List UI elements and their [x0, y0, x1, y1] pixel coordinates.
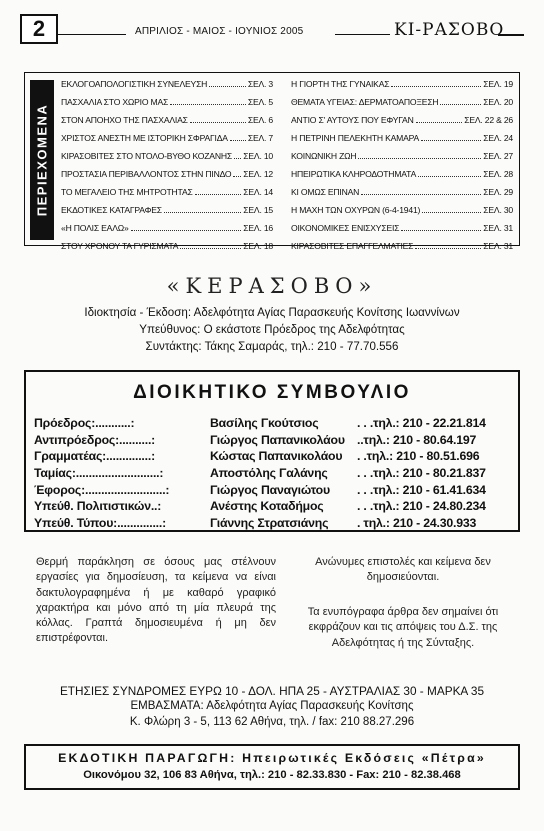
- submission-note: Θερμή παράκληση σε όσους μας στέλνουν εργασίες για δημοσίευση, τα κείμενα να είναι δακτυλογραφημένα ή με καθαρό γραφικό χαρακτήρα και μόνο από τη μία πλευρά της κόλλας. Γραπτά δημοσιευμένα ή μη δεν επιστρέφονται.: [36, 556, 276, 645]
- member-role: Υπεύθ. Τύπου:..............:: [34, 516, 167, 531]
- member-name: Γιώργος Παπανικολάου: [210, 432, 345, 447]
- toc-leader-dots: [361, 188, 481, 195]
- toc-column-left: [61, 79, 273, 259]
- member-name: Βασίλης Γκούτσιος: [210, 416, 319, 430]
- board-member-row: [34, 499, 514, 516]
- toc-entry-title: ΠΡΟΣΤΑΣΙΑ ΠΕΡΙΒΑΛΛΟΝΤΟΣ ΣΤΗΝ ΠΙΝΔΟ: [61, 169, 232, 179]
- board-member-row: [34, 416, 514, 433]
- toc-entry-page: ΣΕΛ. 22 & 26: [464, 115, 513, 125]
- toc-entry-page: ΣΕΛ. 18: [243, 241, 273, 251]
- page-number: 2: [20, 14, 58, 44]
- toc-leader-dots: [418, 170, 481, 177]
- toc-entry: [61, 169, 273, 187]
- toc-entry-title: ΕΚΛΟΓΟΑΠΟΛΟΓΙΣΤΙΚΗ ΣΥΝΕΛΕΥΣΗ: [61, 79, 208, 89]
- toc-entry-page: ΣΕΛ. 6: [247, 115, 273, 125]
- signed-articles-note: Τα ενυπόγραφα άρθρα δεν σημαίνει ότι εκφράζουν και τις απόψεις του Δ.Σ. της Αδελφότητας ή της Σύνταξης.: [307, 606, 499, 649]
- toc-entry-title: ΤΟ ΜΕΓΑΛΕΙΟ ΤΗΣ ΜΗΤΡΟΤΗΤΑΣ: [61, 187, 193, 197]
- toc-leader-dots: [233, 170, 241, 177]
- toc-entry: [291, 169, 513, 187]
- board-member-row: [34, 516, 514, 533]
- toc-entry-title: «Η ΠΟΛΙΣ ΕΑΛΩ»: [61, 223, 129, 233]
- member-role: Υπεύθ. Πολιτιστικών..:: [34, 499, 162, 514]
- toc-entry: [291, 79, 513, 97]
- toc-column-right: [291, 79, 513, 259]
- contents-heading: ΠΕΡΙΕΧΟΜΕΝΑ: [34, 103, 50, 217]
- member-phone: . . .τηλ.: 210 - 24.80.234: [357, 499, 486, 514]
- toc-entry-page: ΣΕΛ. 27: [483, 151, 513, 161]
- remittance-line: ΕΜΒΑΣΜΑΤΑ: Αδελφότητα Αγίας Παρασκευής Κονίτσης: [130, 700, 414, 712]
- toc-entry-page: ΣΕΛ. 5: [247, 97, 273, 107]
- toc-entry-title: ΟΙΚΟΝΟΜΙΚΕΣ ΕΝΙΣΧΥΣΕΙΣ: [291, 223, 400, 233]
- responsible-line: Υπεύθυνος: Ο εκάστοτε Πρόεδρος της Αδελφότητας: [139, 323, 405, 336]
- header-rule-middle: [335, 34, 390, 35]
- toc-leader-dots: [195, 188, 242, 195]
- header-rule-left: [56, 34, 126, 35]
- toc-entry-title: ΕΚΔΟΤΙΚΕΣ ΚΑΤΑΓΡΑΦΕΣ: [61, 205, 162, 215]
- toc-entry: [291, 241, 513, 259]
- contents-heading-tab: [30, 80, 54, 240]
- publisher-box: [24, 744, 520, 790]
- masthead-title: «ΚΕΡΑΣΟΒΟ»: [166, 274, 378, 298]
- publisher-address: Οικονόμου 32, 106 83 Αθήνα, τηλ.: 210 - 82.33.830 - Fax: 210 - 82.38.468: [83, 769, 461, 781]
- member-phone: . . .τηλ.: 210 - 80.21.837: [357, 466, 486, 481]
- toc-leader-dots: [190, 116, 246, 123]
- toc-entry: [291, 223, 513, 241]
- ownership-line: Ιδιοκτησία - Έκδοση: Αδελφότητα Αγίας Παρασκευής Κονίτσης Ιωαννίνων: [84, 306, 460, 319]
- toc-entry-title: ΗΠΕΙΡΩΤΙΚΑ ΚΛΗΡΟΔΟΤΗΜΑΤΑ: [291, 169, 417, 179]
- member-phone: . .τηλ.: 210 - 80.51.696: [357, 449, 480, 464]
- toc-entry: [61, 205, 273, 223]
- toc-entry: [61, 187, 273, 205]
- member-name: Ανέστης Κοταδήμος: [210, 499, 324, 514]
- anonymous-letters-note: Ανώνυμες επιστολές και κείμενα δεν δημοσιεύονται.: [315, 556, 491, 584]
- board-member-list: [34, 416, 514, 533]
- editor-line: Συντάκτης: Τάκης Σαμαράς, τηλ.: 210 - 77.70.556: [145, 340, 399, 353]
- toc-leader-dots: [358, 152, 481, 159]
- toc-entry: [291, 205, 513, 223]
- address-line: Κ. Φλώρη 3 - 5, 113 62 Αθήνα, τηλ. / fax: 210 88.27.296: [129, 716, 415, 728]
- member-phone: . . .τηλ.: 210 - 61.41.634: [357, 482, 486, 497]
- board-member-row: [34, 449, 514, 466]
- toc-entry-title: ΧΡΙΣΤΟΣ ΑΝΕΣΤΗ ΜΕ ΙΣΤΟΡΙΚΗ ΣΦΡΑΓΙΔΑ: [61, 133, 228, 143]
- member-role: Αντιπρόεδρος:..........:: [34, 432, 156, 447]
- toc-entry-page: ΣΕΛ. 29: [483, 187, 513, 197]
- issue-date: ΑΠΡΙΛΙΟΣ - ΜΑΙΟΣ - ΙΟΥΝΙΟΣ 2005: [135, 26, 304, 37]
- toc-leader-dots: [170, 98, 246, 105]
- toc-entry-page: ΣΕΛ. 14: [243, 187, 273, 197]
- member-role: Πρόεδρος:...........:: [34, 416, 135, 430]
- member-phone: . τηλ.: 210 - 24.30.933: [357, 516, 477, 531]
- toc-leader-dots: [180, 242, 241, 249]
- toc-leader-dots: [230, 134, 246, 141]
- toc-entry-title: ΣΤΟΝ ΑΠΟΗΧΟ ΤΗΣ ΠΑΣΧΑΛΙΑΣ: [61, 115, 188, 125]
- newsletter-brand: ΚΙ-ΡΑΣΟΒΟ: [394, 20, 505, 40]
- toc-entry-title: ΚΙΡΑΣΟΒΙΤΕΣ ΣΤΟ ΝΤΟΛΟ-ΒΥΘΟ ΚΟΖΑΝΗΣ: [61, 151, 232, 161]
- toc-entry-page: ΣΕΛ. 30: [483, 205, 513, 215]
- board-title: ΔΙΟΙΚΗΤΙΚΟ ΣΥΜΒΟΥΛΙΟ: [133, 382, 411, 403]
- toc-leader-dots: [422, 206, 481, 213]
- toc-entry-title: Η ΜΑΧΗ ΤΩΝ ΟΧΥΡΩΝ (6-4-1941): [291, 205, 421, 215]
- toc-entry-page: ΣΕΛ. 28: [483, 169, 513, 179]
- member-role: Έφορος:.........................:: [34, 482, 170, 497]
- member-name: Αποστόλης Γαλάνης: [210, 466, 328, 481]
- toc-leader-dots: [416, 116, 463, 123]
- toc-entry: [61, 97, 273, 115]
- toc-entry-page: ΣΕΛ. 31: [483, 223, 513, 233]
- toc-entry-page: ΣΕΛ. 12: [243, 169, 273, 179]
- toc-entry-title: ΑΝΤΙΟ Σ' ΑΥΤΟΥΣ ΠΟΥ ΕΦΥΓΑΝ: [291, 115, 414, 125]
- toc-leader-dots: [440, 98, 481, 105]
- toc-entry-title: ΚΙ ΟΜΩΣ ΕΠΙΝΑΝ: [291, 187, 360, 197]
- toc-leader-dots: [391, 80, 481, 87]
- member-name: Κώστας Παπανικολάου: [210, 449, 343, 464]
- toc-entry: [61, 133, 273, 151]
- toc-entry-page: ΣΕΛ. 10: [243, 151, 273, 161]
- toc-entry: [291, 115, 513, 133]
- board-member-row: [34, 466, 514, 483]
- toc-leader-dots: [234, 152, 241, 159]
- toc-leader-dots: [401, 224, 481, 231]
- member-phone: ..τηλ.: 210 - 80.64.197: [357, 432, 477, 447]
- table-of-contents: [24, 72, 520, 251]
- toc-entry-title: ΠΑΣΧΑΛΙΑ ΣΤΟ ΧΩΡΙΟ ΜΑΣ: [61, 97, 169, 107]
- member-phone: . . .τηλ.: 210 - 22.21.814: [357, 416, 486, 430]
- toc-leader-dots: [209, 80, 246, 87]
- board-box: [24, 370, 520, 532]
- member-role: Γραμματέας:..............:: [34, 449, 155, 464]
- toc-entry: [61, 115, 273, 133]
- toc-leader-dots: [421, 134, 481, 141]
- toc-entry-page: ΣΕΛ. 15: [243, 205, 273, 215]
- toc-entry-page: ΣΕΛ. 19: [483, 79, 513, 89]
- toc-entry-title: ΚΙΡΑΣΟΒΙΤΕΣ ΕΠΑΓΓΕΛΜΑΤΙΕΣ: [291, 241, 414, 251]
- toc-entry: [61, 79, 273, 97]
- subscription-rates: ΕΤΗΣΙΕΣ ΣΥΝΔΡΟΜΕΣ ΕΥΡΩ 10 - ΔΟΛ. ΗΠΑ 25 - ΑΥΣΤΡΑΛΙΑΣ 30 - ΜΑΡΚΑ 35: [59, 684, 485, 698]
- toc-entry: [291, 97, 513, 115]
- member-name: Γιώργος Παναγιώτου: [210, 482, 330, 497]
- toc-entry-title: ΘΕΜΑΤΑ ΥΓΕΙΑΣ: ΔΕΡΜΑΤΟΑΠΟΞΕΣΗ: [291, 97, 439, 107]
- toc-entry: [61, 151, 273, 169]
- toc-entry-title: Η ΓΙΟΡΤΗ ΤΗΣ ΓΥΝΑΙΚΑΣ: [291, 79, 390, 89]
- toc-entry-page: ΣΕΛ. 7: [247, 133, 273, 143]
- toc-entry-title: Η ΠΕΤΡΙΝΗ ΠΕΛΕΚΗΤΗ ΚΑΜΑΡΑ: [291, 133, 420, 143]
- toc-entry: [61, 223, 273, 241]
- toc-leader-dots: [415, 242, 481, 249]
- toc-entry: [291, 151, 513, 169]
- toc-entry: [61, 241, 273, 259]
- toc-entry: [291, 133, 513, 151]
- toc-leader-dots: [164, 206, 241, 213]
- member-role: Ταμίας:..........................:: [34, 466, 164, 481]
- toc-entry-title: ΣΤΟΥ ΧΡΟΝΟΥ ΤΑ ΓΥΡΙΣΜΑΤΑ: [61, 241, 179, 251]
- toc-entry-page: ΣΕΛ. 20: [483, 97, 513, 107]
- board-member-row: [34, 433, 514, 450]
- publisher-name: ΕΚΔΟΤΙΚΗ ΠΑΡΑΓΩΓΗ: Ηπειρωτικές Εκδόσεις «Πέτρα»: [58, 751, 486, 765]
- member-name: Γιάννης Στρατσιάνης: [210, 516, 329, 531]
- board-member-row: [34, 483, 514, 500]
- toc-entry-page: ΣΕΛ. 3: [247, 79, 273, 89]
- toc-entry-page: ΣΕΛ. 24: [483, 133, 513, 143]
- toc-entry: [291, 187, 513, 205]
- toc-entry-page: ΣΕΛ. 31: [483, 241, 513, 251]
- header-rule-right: [498, 34, 524, 36]
- toc-entry-page: ΣΕΛ. 16: [243, 223, 273, 233]
- toc-leader-dots: [131, 224, 242, 231]
- toc-entry-title: ΚΟΙΝΩΝΙΚΗ ΖΩΗ: [291, 151, 357, 161]
